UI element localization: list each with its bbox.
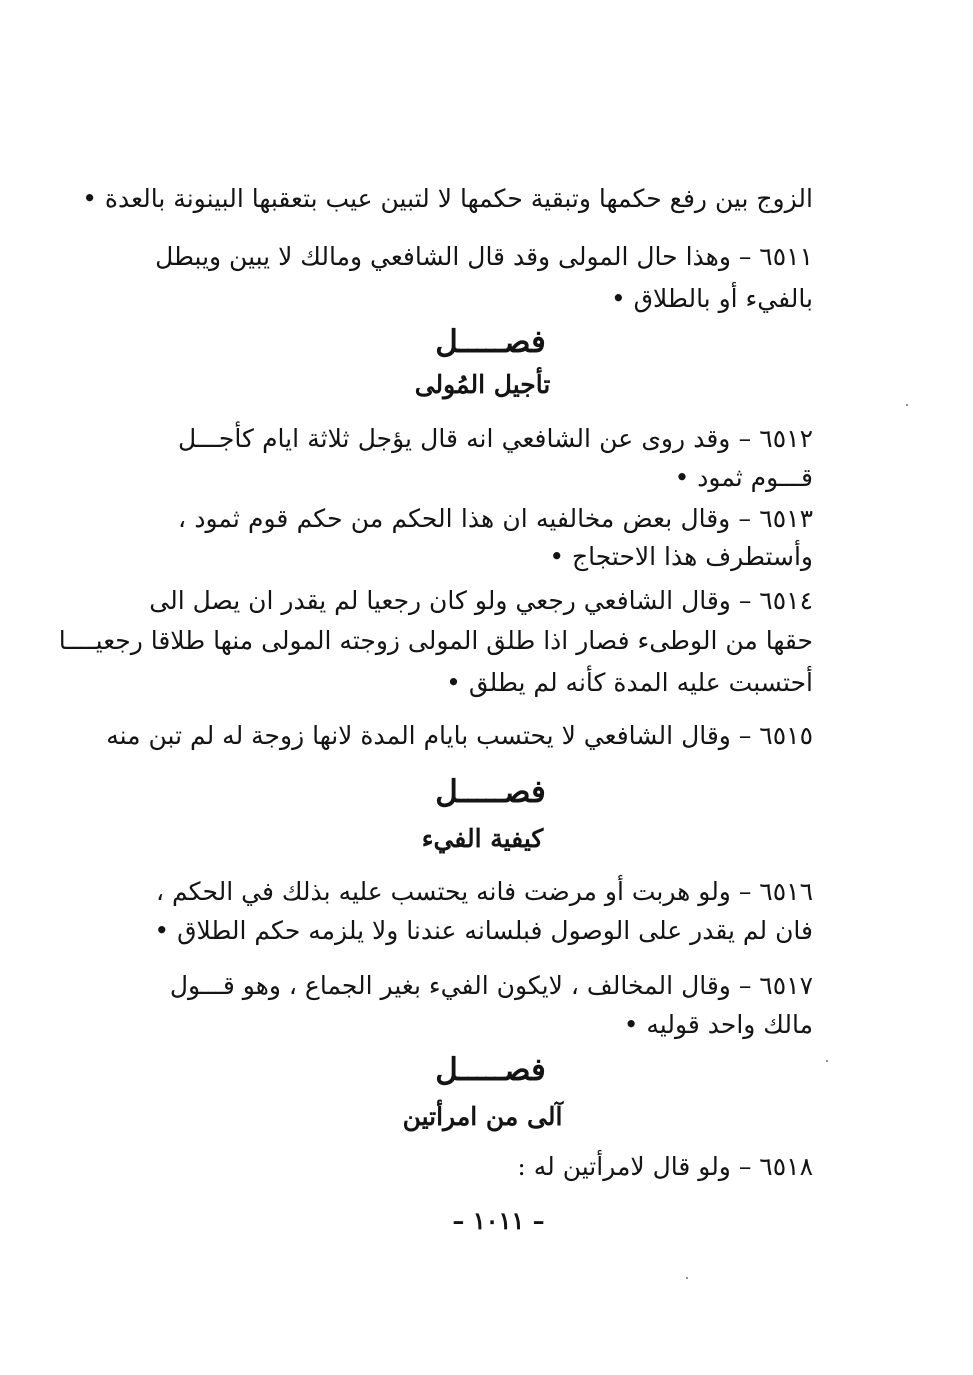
paragraph-6516-line-1: ٦٥١٦ – ولو هربت أو مرضت فانه يحتسب عليه بذلك في الحكم ، <box>156 877 813 906</box>
paragraph-6518-line-1: ٦٥١٨ – ولو قال لامرأتين له : <box>517 1152 813 1181</box>
scan-speck <box>686 1277 688 1279</box>
paragraph-6515-line-1: ٦٥١٥ – وقال الشافعي لا يحتسب بايام المدة لانها زوجة له لم تبن منه <box>106 721 813 750</box>
section-heading-2: فصـــــل <box>435 774 546 810</box>
section-subheading-2: كيفية الفيء <box>421 824 544 853</box>
scan-speck <box>906 404 908 406</box>
section-heading-1: فصـــــل <box>435 324 546 360</box>
section-subheading-1: تأجيل المُولى <box>414 370 551 399</box>
paragraph-6517-line-2: مالك واحد قوليه • <box>623 1010 813 1039</box>
section-subheading-3: آلى من امرأتين <box>402 1102 563 1131</box>
paragraph-6517-line-1: ٦٥١٧ – وقال المخالف ، لايكون الفيء بغير الجماع ، وهو قـــول <box>169 971 813 1000</box>
paragraph-6513-line-1: ٦٥١٣ – وقال بعض مخالفيه ان هذا الحكم من حكم قوم ثمود ، <box>178 504 813 533</box>
continuation-line: الزوج بين رفع حكمها وتبقية حكمها لا لتبين عيب بتعقبها البينونة بالعدة • <box>82 184 813 213</box>
page-number: – ١٠١١ – <box>452 1206 545 1235</box>
paragraph-6512-line-1: ٦٥١٢ – وقد روى عن الشافعي انه قال يؤجل ثلاثة ايام كأجـــل <box>178 424 813 453</box>
paragraph-6516-line-2: فان لم يقدر على الوصول فبلسانه عندنا ولا يلزمه حكم الطلاق • <box>154 916 813 945</box>
paragraph-6514-line-2: حقها من الوطىء فصار اذا طلق المولى زوجته المولى منها طلاقا رجعيــــا <box>58 626 813 655</box>
paragraph-6514-line-1: ٦٥١٤ – وقال الشافعي رجعي ولو كان رجعيا لم يقدر ان يصل الى <box>149 586 813 615</box>
paragraph-6512-line-2: قـــوم ثمود • <box>674 463 813 492</box>
scan-speck <box>826 1060 828 1062</box>
section-heading-3: فصـــــل <box>435 1052 546 1088</box>
paragraph-6513-line-2: وأستطرف هذا الاحتجاج • <box>549 542 813 571</box>
paragraph-6511-line-2: بالفيء أو بالطلاق • <box>610 284 813 313</box>
paragraph-6514-line-3: أحتسبت عليه المدة كأنه لم يطلق • <box>446 668 813 697</box>
paragraph-6511-line-1: ٦٥١١ – وهذا حال المولى وقد قال الشافعي ومالك لا يبين ويبطل <box>155 242 813 271</box>
